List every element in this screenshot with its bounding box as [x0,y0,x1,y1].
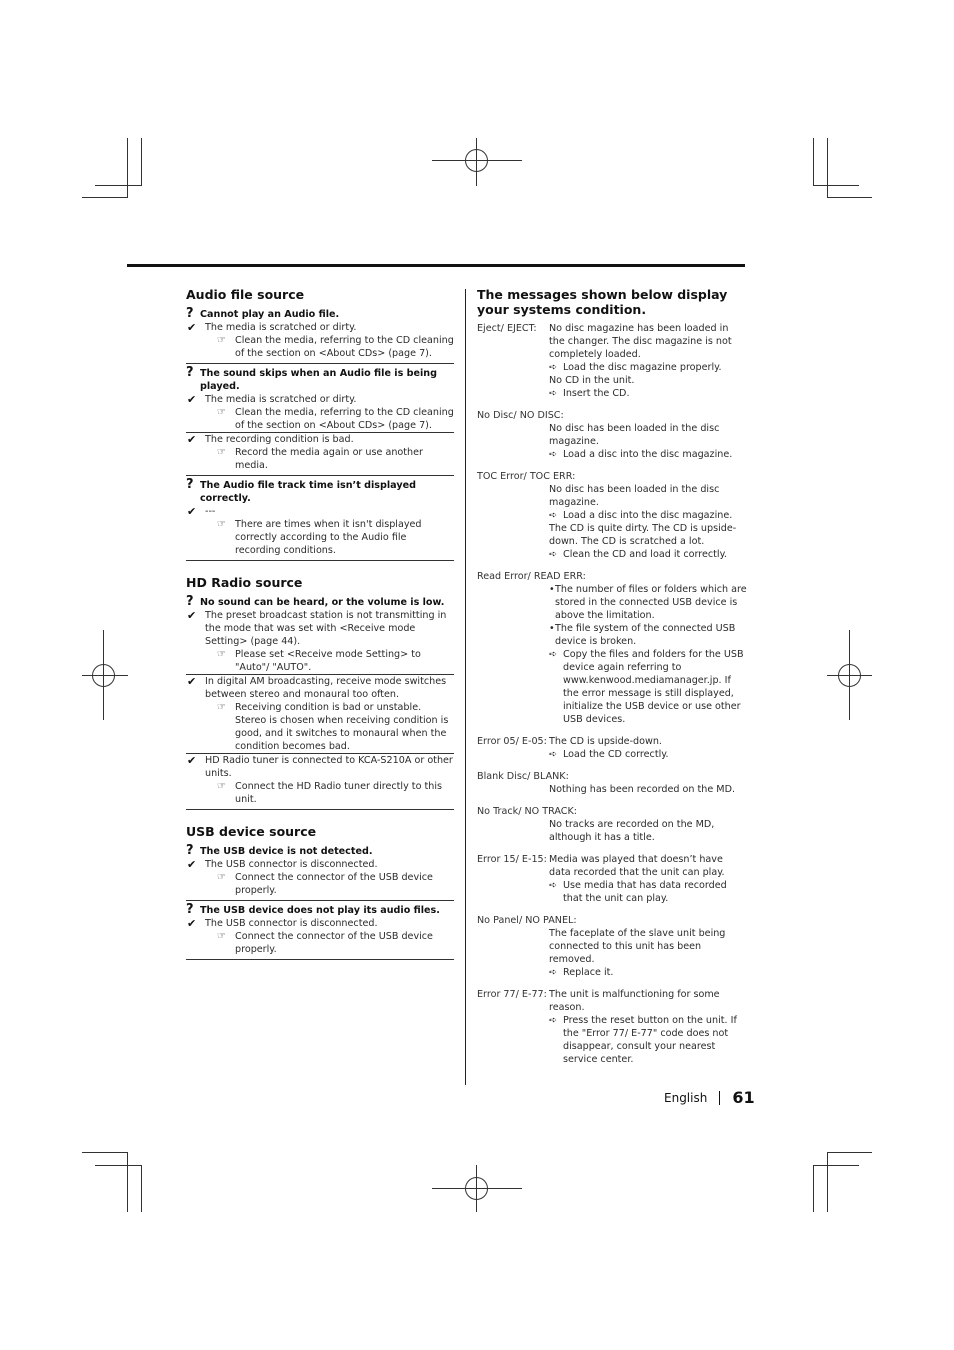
message-row [477,322,747,400]
troubleshooting-section [186,287,454,561]
cause-text: HD Radio tuner is connected to KCA-S210A or other units. [205,755,453,779]
message-text: No CD in the unit. [549,375,635,386]
remedy-row [549,648,747,726]
message-code: Eject/ EJECT: [477,323,537,334]
message-code: Read Error/ READ ERR: [477,571,586,582]
section-title: USB device source [186,824,317,839]
bullet-text: The file system of the connected USB device is broken. [555,623,736,647]
cause-row [186,393,454,406]
bullet-icon: • [549,623,555,634]
message-entry [477,770,747,796]
message-row [477,735,747,761]
question-icon: ? [186,477,194,492]
troubleshooting-section [186,824,454,960]
fix-row [186,701,454,753]
arrow-icon: ➪ [549,649,558,660]
footer-language: English [664,1090,708,1105]
fix-row [186,406,454,432]
message-code: Error 77/ E-77: [477,989,547,1000]
messages-heading: The messages shown below display your systems condition. [477,287,728,317]
remedy-row [549,548,747,561]
check-icon: ✔ [187,393,197,406]
message-entry [477,914,747,979]
pointing-hand-icon: ☞ [217,781,226,792]
message-code: TOC Error/ TOC ERR: [477,471,576,482]
cause-text: The USB connector is disconnected. [205,859,378,870]
remedy-text: Load a disc into the disc magazine. [563,449,733,460]
remedy-text: Press the reset button on the unit. If the "Error 77/ E-77" code does not disappear, consult your nearest service center. [563,1015,737,1065]
check-icon: ✔ [187,754,197,767]
fix-text: Clean the media, referring to the CD cleaning of the section on <About CDs> (page 7). [235,335,454,359]
message-code: No Panel/ NO PANEL: [477,915,577,926]
cause-row [186,858,454,871]
problem-text: The sound skips when an Audio file is being played. [200,368,437,392]
message-entry [477,805,747,844]
arrow-icon: ➪ [549,967,558,978]
cause-text: The preset broadcast station is not transmitting in the mode that was set with <Receive mode Setting> (page 44). [205,610,447,647]
cause-text: The media is scratched or dirty. [205,322,357,333]
problem-row [186,904,454,917]
message-text: No tracks are recorded on the MD, although it has a title. [549,819,715,843]
check-icon: ✔ [187,321,197,334]
question-icon: ? [186,306,194,321]
bullet-row [549,622,747,648]
cause-row [186,432,454,446]
pointing-hand-icon: ☞ [217,519,226,530]
question-icon: ? [186,902,194,917]
remedy-row [549,748,669,761]
message-entry [477,853,747,905]
message-entry [477,570,747,726]
message-body [477,583,747,726]
message-text: The CD is quite dirty. The CD is upside-down. The CD is scratched a lot. [549,523,737,547]
remedy-text: Load the CD correctly. [563,749,669,760]
cause-text: In digital AM broadcasting, receive mode switches between stereo and monaural too often. [205,676,447,700]
message-body [477,483,747,561]
arrow-icon: ➪ [549,749,558,760]
message-text: The faceplate of the slave unit being connected to this unit has been removed. [549,928,726,965]
remedy-text: Use media that has data recorded that the unit can play. [563,880,727,904]
message-code: No Track/ NO TRACK: [477,806,578,817]
page-number: 61 [732,1088,755,1107]
remedy-text: Clean the CD and load it correctly. [563,549,727,560]
footer-separator [719,1091,720,1105]
message-body [477,783,747,796]
remedy-row [549,1014,747,1066]
message-code: Error 15/ E-15: [477,854,547,865]
troubleshooting-item [186,367,454,476]
fix-text: There are times when it isn't displayed correctly according to the Audio file recording conditions. [235,519,422,556]
page-footer [664,1088,755,1107]
pointing-hand-icon: ☞ [217,702,226,713]
arrow-icon: ➪ [549,388,558,399]
cause-row [186,505,454,518]
remedy-row [549,448,747,461]
message-code: Error 05/ E-05: [477,736,547,747]
remedy-text: Replace it. [563,967,614,978]
question-icon: ? [186,365,194,380]
message-entry [477,470,747,561]
messages-column [477,287,747,1075]
section-title: Audio file source [186,287,305,302]
check-icon: ✔ [187,505,197,518]
bullet-icon: • [549,584,555,595]
troubleshooting-section [186,575,454,810]
message-row [477,988,747,1066]
check-icon: ✔ [187,675,197,688]
fix-text: Connect the connector of the USB device properly. [235,931,433,955]
message-entry [477,988,747,1066]
fix-row [186,334,454,360]
fix-text: Please set <Receive mode Setting> to "Auto"/ "AUTO". [235,649,421,673]
message-text: No disc has been loaded in the disc magazine. [549,423,720,447]
remedy-text: Load a disc into the disc magazine. [563,510,733,521]
message-entry [477,322,747,400]
cause-row [186,609,454,648]
troubleshooting-item [186,596,454,810]
message-text: Nothing has been recorded on the MD. [549,784,736,795]
fix-text: Receiving condition is bad or unstable. Stereo is chosen when receiving condition is good, and it switches to monaural when the condition becomes bad. [235,702,449,752]
message-list [477,322,747,1066]
remedy-row [549,387,747,400]
problem-text: No sound can be heard, or the volume is low. [200,597,445,608]
remedy-row [549,966,747,979]
message-body [549,322,747,400]
message-code: Blank Disc/ BLANK: [477,771,569,782]
fix-row [186,446,454,472]
problem-row [186,308,454,321]
arrow-icon: ➪ [549,880,558,891]
problem-text: The Audio file track time isn’t displayed correctly. [200,480,416,504]
message-body [477,818,747,844]
pointing-hand-icon: ☞ [217,447,226,458]
arrow-icon: ➪ [549,449,558,460]
fix-row [186,930,454,956]
fix-text: Clean the media, referring to the CD cleaning of the section on <About CDs> (page 7). [235,407,454,431]
message-row [477,853,747,905]
bullet-row [549,583,747,622]
pointing-hand-icon: ☞ [217,931,226,942]
problem-row [186,479,454,505]
fix-text: Connect the connector of the USB device properly. [235,872,433,896]
problem-row [186,367,454,393]
problem-text: The USB device does not play its audio files. [200,905,440,916]
troubleshooting-item [186,845,454,901]
message-body [477,927,747,979]
cause-row [186,753,454,780]
problem-row [186,845,454,858]
fix-text: Connect the HD Radio tuner directly to this unit. [235,781,442,805]
cause-row [186,917,454,930]
message-entry [477,409,747,461]
arrow-icon: ➪ [549,1015,558,1026]
check-icon: ✔ [187,917,197,930]
message-text: The CD is upside-down. [549,736,662,747]
message-text: Media was played that doesn’t have data recorded that the unit can play. [549,854,725,878]
troubleshooting-column [186,287,454,974]
message-text: The unit is malfunctioning for some reason. [549,989,720,1013]
troubleshooting-item [186,479,454,561]
message-body [477,422,747,461]
remedy-text: Insert the CD. [563,388,630,399]
message-entry [477,735,747,761]
check-icon: ✔ [187,858,197,871]
check-icon: ✔ [187,433,197,446]
message-text: No disc has been loaded in the disc magazine. [549,484,720,508]
problem-text: Cannot play an Audio file. [200,309,340,320]
cause-text: --- [205,506,216,517]
arrow-icon: ➪ [549,549,558,560]
remedy-row [549,879,747,905]
column-divider [465,289,466,1085]
problem-row [186,596,454,609]
pointing-hand-icon: ☞ [217,649,226,660]
message-code: No Disc/ NO DISC: [477,410,564,421]
section-title: HD Radio source [186,575,303,590]
fix-text: Record the media again or use another media. [235,447,423,471]
pointing-hand-icon: ☞ [217,872,226,883]
question-icon: ? [186,594,194,609]
remedy-row [549,361,747,374]
troubleshooting-item [186,904,454,960]
remedy-row [549,509,747,522]
message-text: No disc magazine has been loaded in the changer. The disc magazine is not completely loaded. [549,323,732,360]
fix-row [186,871,454,897]
cause-text: The recording condition is bad. [205,434,354,445]
pointing-hand-icon: ☞ [217,407,226,418]
cause-row [186,674,454,701]
fix-row [186,780,454,806]
header-rule [127,264,745,267]
fix-row [186,518,454,557]
message-body [549,988,747,1066]
bullet-text: The number of files or folders which are stored in the connected USB device is above the limitation. [555,584,747,621]
fix-row [186,648,454,674]
troubleshooting-item [186,308,454,364]
arrow-icon: ➪ [549,510,558,521]
cause-text: The media is scratched or dirty. [205,394,357,405]
pointing-hand-icon: ☞ [217,335,226,346]
arrow-icon: ➪ [549,362,558,373]
problem-text: The USB device is not detected. [200,846,373,857]
cause-row [186,321,454,334]
check-icon: ✔ [187,609,197,622]
question-icon: ? [186,843,194,858]
message-body [549,853,747,905]
cause-text: The USB connector is disconnected. [205,918,378,929]
remedy-text: Copy the files and folders for the USB device again referring to www.kenwood.mediamanager.jp. If the error message is still displayed, initialize the USB device or use other USB devices. [563,649,744,725]
remedy-text: Load the disc magazine properly. [563,362,722,373]
message-body [549,735,669,761]
